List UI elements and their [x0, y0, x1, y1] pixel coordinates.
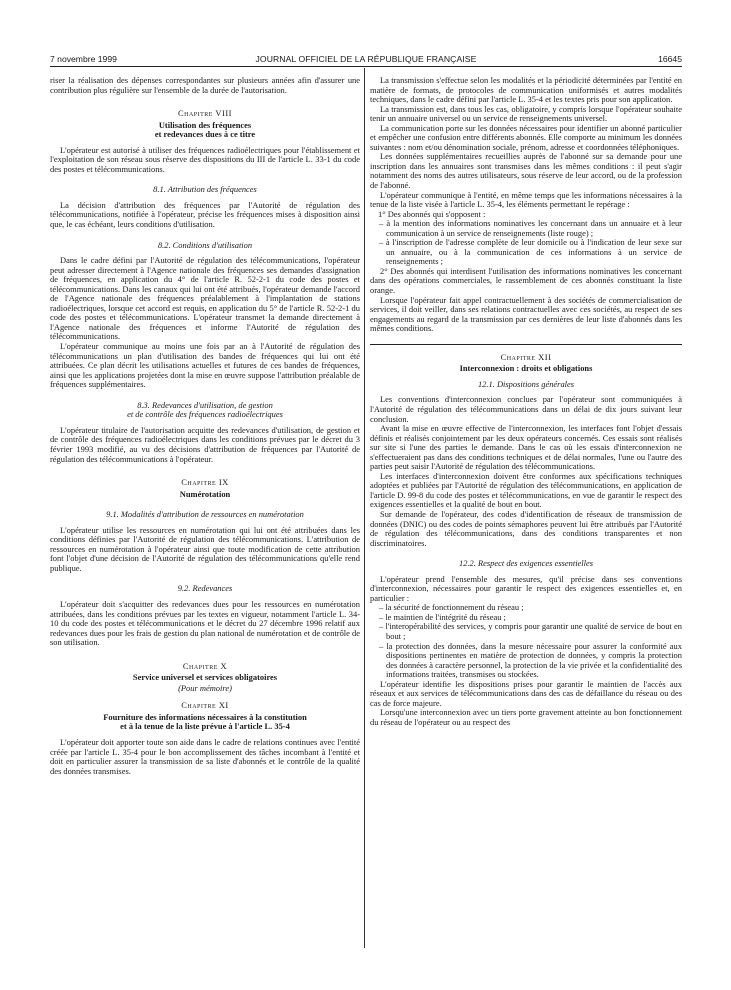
paragraph: L'opérateur doit s'acquitter des redevances dues pour les ressources en numérotation attribuées, dans les conditions prévues par les textes en vigueur, notamment l'article L. 34-10 du code des postes et télécommunications et le décret du 27 décembre 1996 relatif aux redevances dues pour les frais de gestion du plan national de numérotation et de contrôle de son utilisation.	[50, 598, 360, 648]
section-heading-line: et de contrôle des fréquences radioélectriques	[127, 409, 283, 420]
column-divider	[364, 68, 365, 948]
chapter-label: Chapitre XI	[181, 700, 229, 711]
chapter-title: Service universel et services obligatoires	[132, 672, 278, 683]
list-item: – à la mention des informations nominatives les concernant dans un annuaire et à leur communication à un service de renseignements (liste rouge) ;	[379, 218, 682, 238]
paragraph: L'opérateur titulaire de l'autorisation acquitte des redevances d'utilisation, de gestion et de contrôle des fréquences radioélectriques dans les conditions prévues par le décret du 3 février 1993 modifié, au vu des décisions d'attribution de fréquences par l'Autorité de régulation des télécommunications à l'opérateur.	[50, 424, 360, 464]
chapter-title-line: Fourniture des informations nécessaires à la constitution	[103, 711, 307, 722]
chapter-title: Interconnexion : droits et obligations	[459, 363, 593, 374]
section-heading: 8.1. Attribution des fréquences	[153, 184, 257, 195]
section-heading: 12.1. Dispositions générales	[477, 378, 575, 389]
paragraph: Lorsqu'une interconnexion avec un tiers porte gravement atteinte au bon fonctionnement du réseau de l'opérateur ou au respect des	[370, 707, 682, 727]
paragraph: Les conventions d'interconnexion conclues par l'opérateur sont communiquées à l'Autorité de régulation des télécommunications dans un délai de dix jours suivant leur conclusion.	[370, 394, 682, 424]
paragraph: Les données supplémentaires recueillies auprès de l'abonné sur sa demande pour une inscription dans les annuaires sont transmises dans les mêmes conditions : il peut s'agir notamment des noms des autres utilisateurs, sous réserve de leur accord, ou de la profession de l'abonné.	[370, 151, 682, 191]
chapter-label: Chapitre X	[182, 660, 228, 671]
section-heading	[50, 401, 360, 420]
paragraph: L'opérateur utilise les ressources en numérotation qui lui ont été attribuées dans les conditions définies par l'Autorité de régulation des télécommunications. L'attribution de ressources en numérotation à l'opérateur ainsi que toute modification de cette attribution font l'objet d'une décision de l'Autorité de régulation des télécommunications qu'elle rend publique.	[50, 524, 360, 573]
chapter-title-line: et redevances dues à ce titre	[154, 129, 256, 140]
list-item: – la protection des données, dans la mesure nécessaire pour assurer la conformité aux dispositions pertinentes en matière de protection de données, y compris la protection des données à caractère personnel, la protection de la vie privée et la confidentialité des informations traitées, transmises ou stockées.	[379, 640, 682, 680]
section-heading: 12.2. Respect des exigences essentielles	[458, 558, 593, 569]
right-column	[370, 76, 682, 727]
chapter-label: Chapitre XII	[500, 351, 552, 362]
section-heading-line: 8.3. Redevances d'utilisation, de gestion	[137, 399, 273, 410]
paragraph: La décision d'attribution des fréquences par l'Autorité de régulation des télécommunications, notifiée à l'opérateur, précise les fréquences mises à disposition ainsi que, le cas échéant, leurs conditions d'utilisation.	[50, 199, 360, 230]
chapter-title	[50, 713, 360, 732]
paragraph: Lorsque l'opérateur fait appel contractuellement à des sociétés de commercialisation de services, il doit veiller, dans ses relations contractuelles avec ces sociétés, au respect de ses engagements au regard de la transmission par ces dernières de leur liste d'abonnés dans les mêmes conditions.	[370, 294, 682, 334]
paragraph: Avant la mise en œuvre effective de l'interconnexion, les interfaces font l'objet d'essais définis et réalisés conjointement par les deux opérateurs concernés. Ces essais sont réalisés sur site si l'une des parties le demande. Dans le cas où les essais d'interconnexion ne s'effectueraient pas dans des conditions techniques et de délai normales, l'une ou l'autre des parties peut saisir l'Autorité de régulation des télécommunications.	[370, 423, 682, 472]
chapter-title-line: et à la tenue de la liste prévue à l'article L. 35-4	[120, 721, 290, 732]
paragraph: L'opérateur prend l'ensemble des mesures, qu'il précise dans ses conventions d'interconnexion, nécessaires pour garantir le respect des exigences essentielles et, en particulier :	[370, 573, 682, 603]
chapter-label: Chapitre VIII	[178, 108, 232, 119]
paragraph: Sur demande de l'opérateur, des codes d'identification de réseaux de transmission de données (DNIC) ou des codes de points sémaphores peuvent lui être attribués par l'Autorité de régulation des télécommunications, dans des conditions transparentes et non discriminatoires.	[370, 508, 682, 548]
section-separator	[370, 344, 682, 345]
paragraph: La communication porte sur les données nécessaires pour identifier un abonné particulier et empêcher une confusion entre différents abonnés. Elle comporte au minimum les données suivantes : nom et/ou dénomination sociale, prénom, adresse et coordonnées téléphoniques.	[370, 122, 682, 152]
list-item: – la sécurité de fonctionnement du réseau ;	[379, 602, 524, 613]
paragraph: L'opérateur est autorisé à utiliser des fréquences radioélectriques pour l'établissement et l'exploitation de son réseau sous réserve des dispositions du III de l'article L. 33-1 du code des postes et télécommunications.	[50, 144, 360, 174]
section-heading: 9.2. Redevances	[177, 583, 233, 594]
left-column	[50, 76, 360, 776]
paragraph: L'opérateur doit apporter toute son aide dans le cadre de relations continues avec l'entité créée par l'article L. 35-4 pour le bon accomplissement des tâches incombant à l'entité et doit en particulier assurer la transmission de sa liste d'abonnés et le contrôle de la qualité des données transmises.	[50, 736, 360, 776]
list-item: – à l'inscription de l'adresse complète de leur domicile ou à l'indication de leur sexe sur un annuaire, ou à la communication de ces informations à un service de renseignements ;	[379, 237, 682, 267]
section-heading: 8.2. Conditions d'utilisation	[157, 239, 253, 250]
paragraph: Les interfaces d'interconnexion doivent être conformes aux spécifications techniques adoptées et publiées par l'Autorité de régulation des télécommunications, en application de l'article D. 99-8 du code des postes et télécommunications, en vue de garantir le respect des exigences essentielles et la qualité de bout en bout.	[370, 470, 682, 510]
paragraph: La transmission est, dans tous les cas, obligatoire, y compris lorsque l'opérateur souhaite tenir un annuaire universel ou un service de renseignements universel.	[370, 103, 682, 124]
paragraph: L'opérateur communique au moins une fois par an à l'Autorité de régulation des télécommunications un plan d'utilisation des bandes de fréquences qui lui ont été attribuées. Ce plan décrit les utilisations actuelles et futures de ces bandes de fréquences, ainsi que les applications projetées dont la mise en œuvre suppose l'attribution préalable de fréquences supplémentaires.	[50, 341, 360, 390]
page-header	[50, 52, 682, 67]
header-page-number: 16645	[658, 54, 682, 64]
header-date: 7 novembre 1999	[50, 54, 117, 64]
paragraph: L'opérateur communique à l'entité, en même temps que les informations nécessaires à la tenue de la liste visée à l'article L. 35-4, les éléments permettant le repérage :	[370, 189, 682, 210]
header-journal-title: JOURNAL OFFICIEL DE LA RÉPUBLIQUE FRANÇAISE	[255, 54, 477, 64]
chapter-title-line: Utilisation des fréquences	[158, 119, 252, 130]
paragraph: 2° Des abonnés qui interdisent l'utilisation des informations nominatives les concernant dans des opérations commerciales, le rassemblement de ces abonnés constituant la liste orange.	[370, 265, 682, 296]
list-item: 1° Des abonnés qui s'opposent :	[378, 208, 486, 219]
section-heading: 9.1. Modalités d'attribution de ressources en numérotation	[106, 509, 304, 520]
paragraph: La transmission s'effectue selon les modalités et la périodicité déterminées par l'entité en matière de formats, de protocoles de communication uniformisés et autres modalités techniques, dans le cadre défini par l'article L. 35-4 et les textes pris pour son application.	[370, 75, 682, 105]
paragraph: Dans le cadre défini par l'Autorité de régulation des télécommunications, l'opérateur peut adresser directement à l'Agence nationale des fréquences ses demandes d'assignation de fréquences, en application du 4° de l'article R. 52-2-1 du code des postes et télécommunications. Dans les canaux qui lui ont été attribués, l'opérateur demande l'accord de l'Agence nationale des fréquences préalablement à l'implantation de stations radioélectriques, lorsque cet accord est requis, en application du 5° de l'article R. 52-2-1 du code des postes et télécommunications. L'opérateur transmet la demande directement à l'Agence nationale des fréquences et informe l'Autorité de régulation des télécommunications.	[50, 255, 360, 342]
chapter-title: Numérotation	[179, 488, 231, 499]
paragraph: riser la réalisation des dépenses correspondantes sur plusieurs années afin d'assurer une contribution plus régulière sur l'ensemble de la durée de l'autorisation.	[50, 75, 360, 95]
paragraph: L'opérateur identifie les dispositions prises pour garantir le maintien de l'accès aux réseaux et aux services de télécommunications dans des cas de défaillance du réseau ou des cas de force majeure.	[370, 678, 682, 708]
chapter-note: (Pour mémoire)	[178, 682, 232, 693]
list-item: – l'interopérabilité des services, y compris pour garantir une qualité de service de bout en bout ;	[379, 621, 682, 641]
chapter-label: Chapitre IX	[181, 477, 229, 488]
list-item: – le maintien de l'intégrité du réseau ;	[379, 611, 506, 622]
chapter-title	[50, 121, 360, 140]
